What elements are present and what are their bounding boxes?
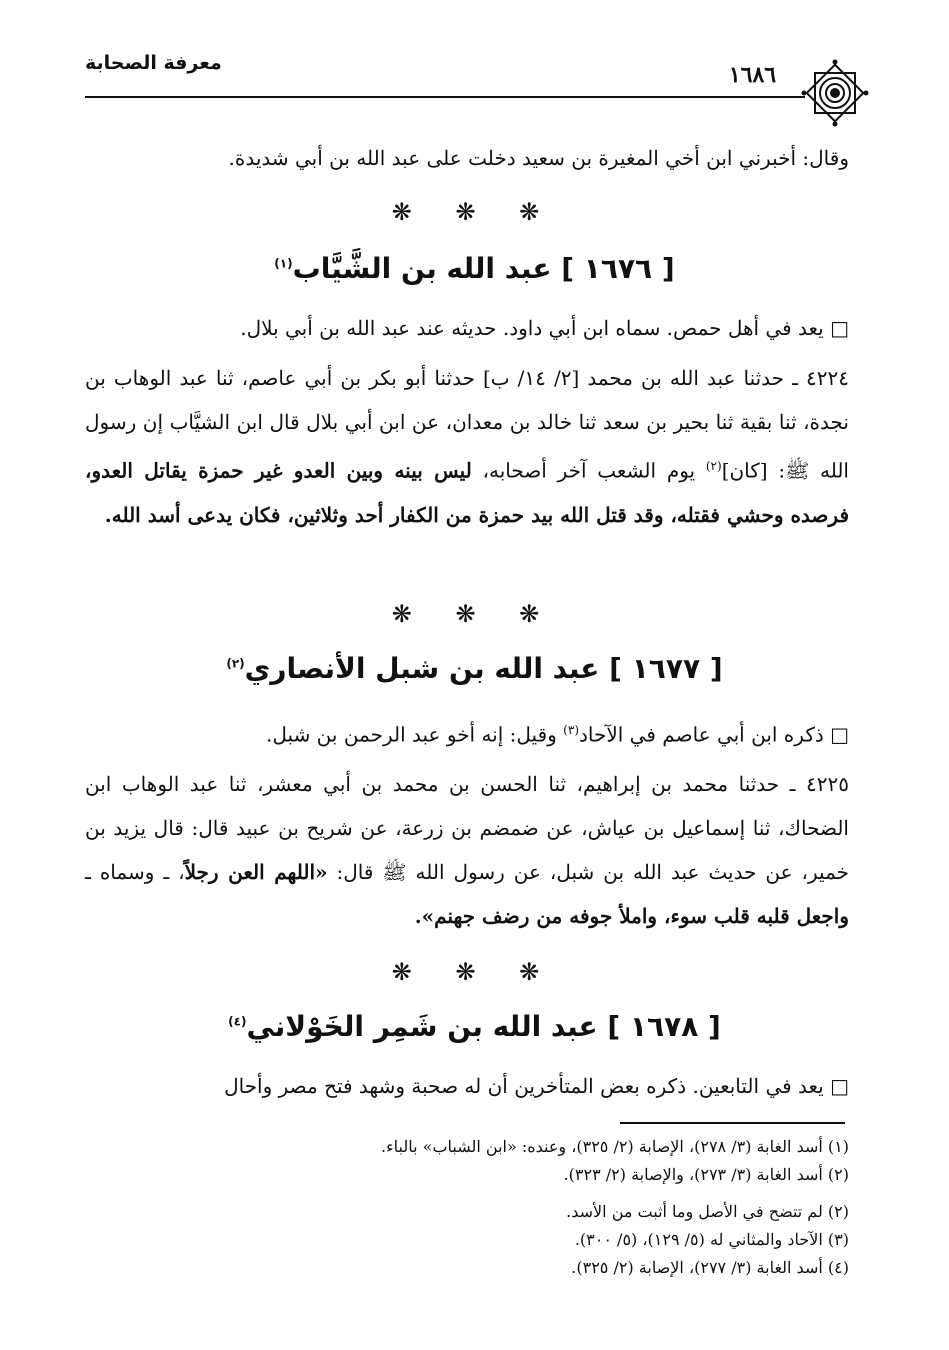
page-number: ١٦٨٦	[728, 62, 777, 88]
hadith-paragraph	[85, 356, 849, 588]
hadith-matn: ليس بينه وبين العدو غير حمزة يقاتل العدو، فرصده وحشي فقتله، وقد قتل الله بيد حمزة من الكفار أحد وثلاثين، فكان يدعى أسد الله.	[85, 458, 849, 527]
entry-heading	[0, 252, 949, 285]
hadith-text: يوم الشعب آخر أصحابه،	[471, 458, 706, 483]
entry-heading-text: [ ١٦٧٨ ] عبد الله بن شَمِر الخَوْلاني	[246, 1010, 721, 1043]
footnote: (٣) الآحاد والمثاني له (٥/ ١٢٩)، (٥/ ٣٠٠).	[574, 1230, 849, 1249]
entry-bio: □ يعد في التابعين. ذكره بعض المتأخرين أن له صحبة وشهد فتح مصر وأحال	[224, 1074, 849, 1098]
hadith-paragraph	[85, 762, 849, 948]
running-title: معرفة الصحابة	[85, 52, 222, 74]
hadith-text: ، ـ وسماه ـ	[85, 860, 185, 884]
entry-bio-text: وقيل: إنه أخو عبد الرحمن بن شبل.	[266, 722, 564, 747]
separator-stars: ❋ ❋ ❋	[391, 198, 558, 226]
entry-bio: □ يعد في أهل حمص. سماه ابن أبي داود. حديثه عند عبد الله بن أبي بلال.	[240, 316, 849, 340]
separator-stars: ❋ ❋ ❋	[391, 600, 558, 628]
footnote-ref: (٣)	[563, 723, 579, 737]
footnote-ref: (٤)	[228, 1014, 247, 1029]
separator-stars: ❋ ❋ ❋	[391, 958, 558, 986]
footnote-ref: (٢)	[226, 656, 245, 671]
entry-heading-text: [ ١٦٧٦ ] عبد الله بن الشَّيَّاب	[292, 252, 675, 285]
hadith-chain: ٤٢٢٥ ـ حدثنا محمد بن إبراهيم، ثنا الحسن بن محمد بن أبي معشر، ثنا عبد الوهاب ابن الضحاك، ثنا إسماعيل بن عياش، عن ضمضم بن زرعة، عن شريح بن عبيد قال: قال يزيد بن خمير، عن حديث عبد الله بن شبل، عن رسول الله ﷺ قال:	[85, 772, 849, 884]
star-ornament-icon	[800, 58, 870, 128]
entry-heading	[0, 1010, 949, 1043]
footnote: (٢) لم تتضح في الأصل وما أثبت من الأسد.	[566, 1202, 849, 1221]
entry-bio	[266, 716, 849, 749]
footnote-ref: (١)	[274, 256, 293, 271]
entry-heading	[0, 652, 949, 685]
hadith-matn: واجعل قلبه قلب سوء، واملأ جوفه من رضف جهنم».	[414, 904, 849, 928]
hadith-chain: ٤٢٢٤ ـ حدثنا عبد الله بن محمد [٢/ ١٤/ ب] حدثنا أبو بكر بن أبي عاصم، ثنا عبد الوهاب بن نجدة، ثنا بقية ثنا بحير بن سعد ثنا خالد بن معدان، عن ابن أبي بلال قال ابن الشيَّاب إن رسول الله ﷺ: [كان]	[85, 366, 850, 483]
entry-bio-text: □ ذكره ابن أبي عاصم في الآحاد	[579, 722, 849, 747]
footnote: (٤) أسد الغابة (٣/ ٢٧٧)، الإصابة (٢/ ٣٢٥).	[571, 1258, 849, 1277]
header-rule	[85, 96, 805, 98]
entry-heading-text: [ ١٦٧٧ ] عبد الله بن شبل الأنصاري	[244, 652, 723, 685]
intro-line: وقال: أخبرني ابن أخي المغيرة بن سعيد دخلت على عبد الله بن أبي شديدة.	[228, 146, 849, 170]
footnote-rule	[620, 1122, 845, 1124]
footnote: (١) أسد الغابة (٣/ ٢٧٨)، الإصابة (٢/ ٣٢٥)، وعنده: «ابن الشباب» بالباء.	[381, 1137, 849, 1156]
footnote: (٢) أسد الغابة (٣/ ٢٧٣)، والإصابة (٢/ ٣٢٣).	[563, 1165, 849, 1184]
hadith-matn: «اللهم العن رجلاً	[184, 860, 328, 884]
footnote-ref: (٢)	[705, 459, 722, 473]
